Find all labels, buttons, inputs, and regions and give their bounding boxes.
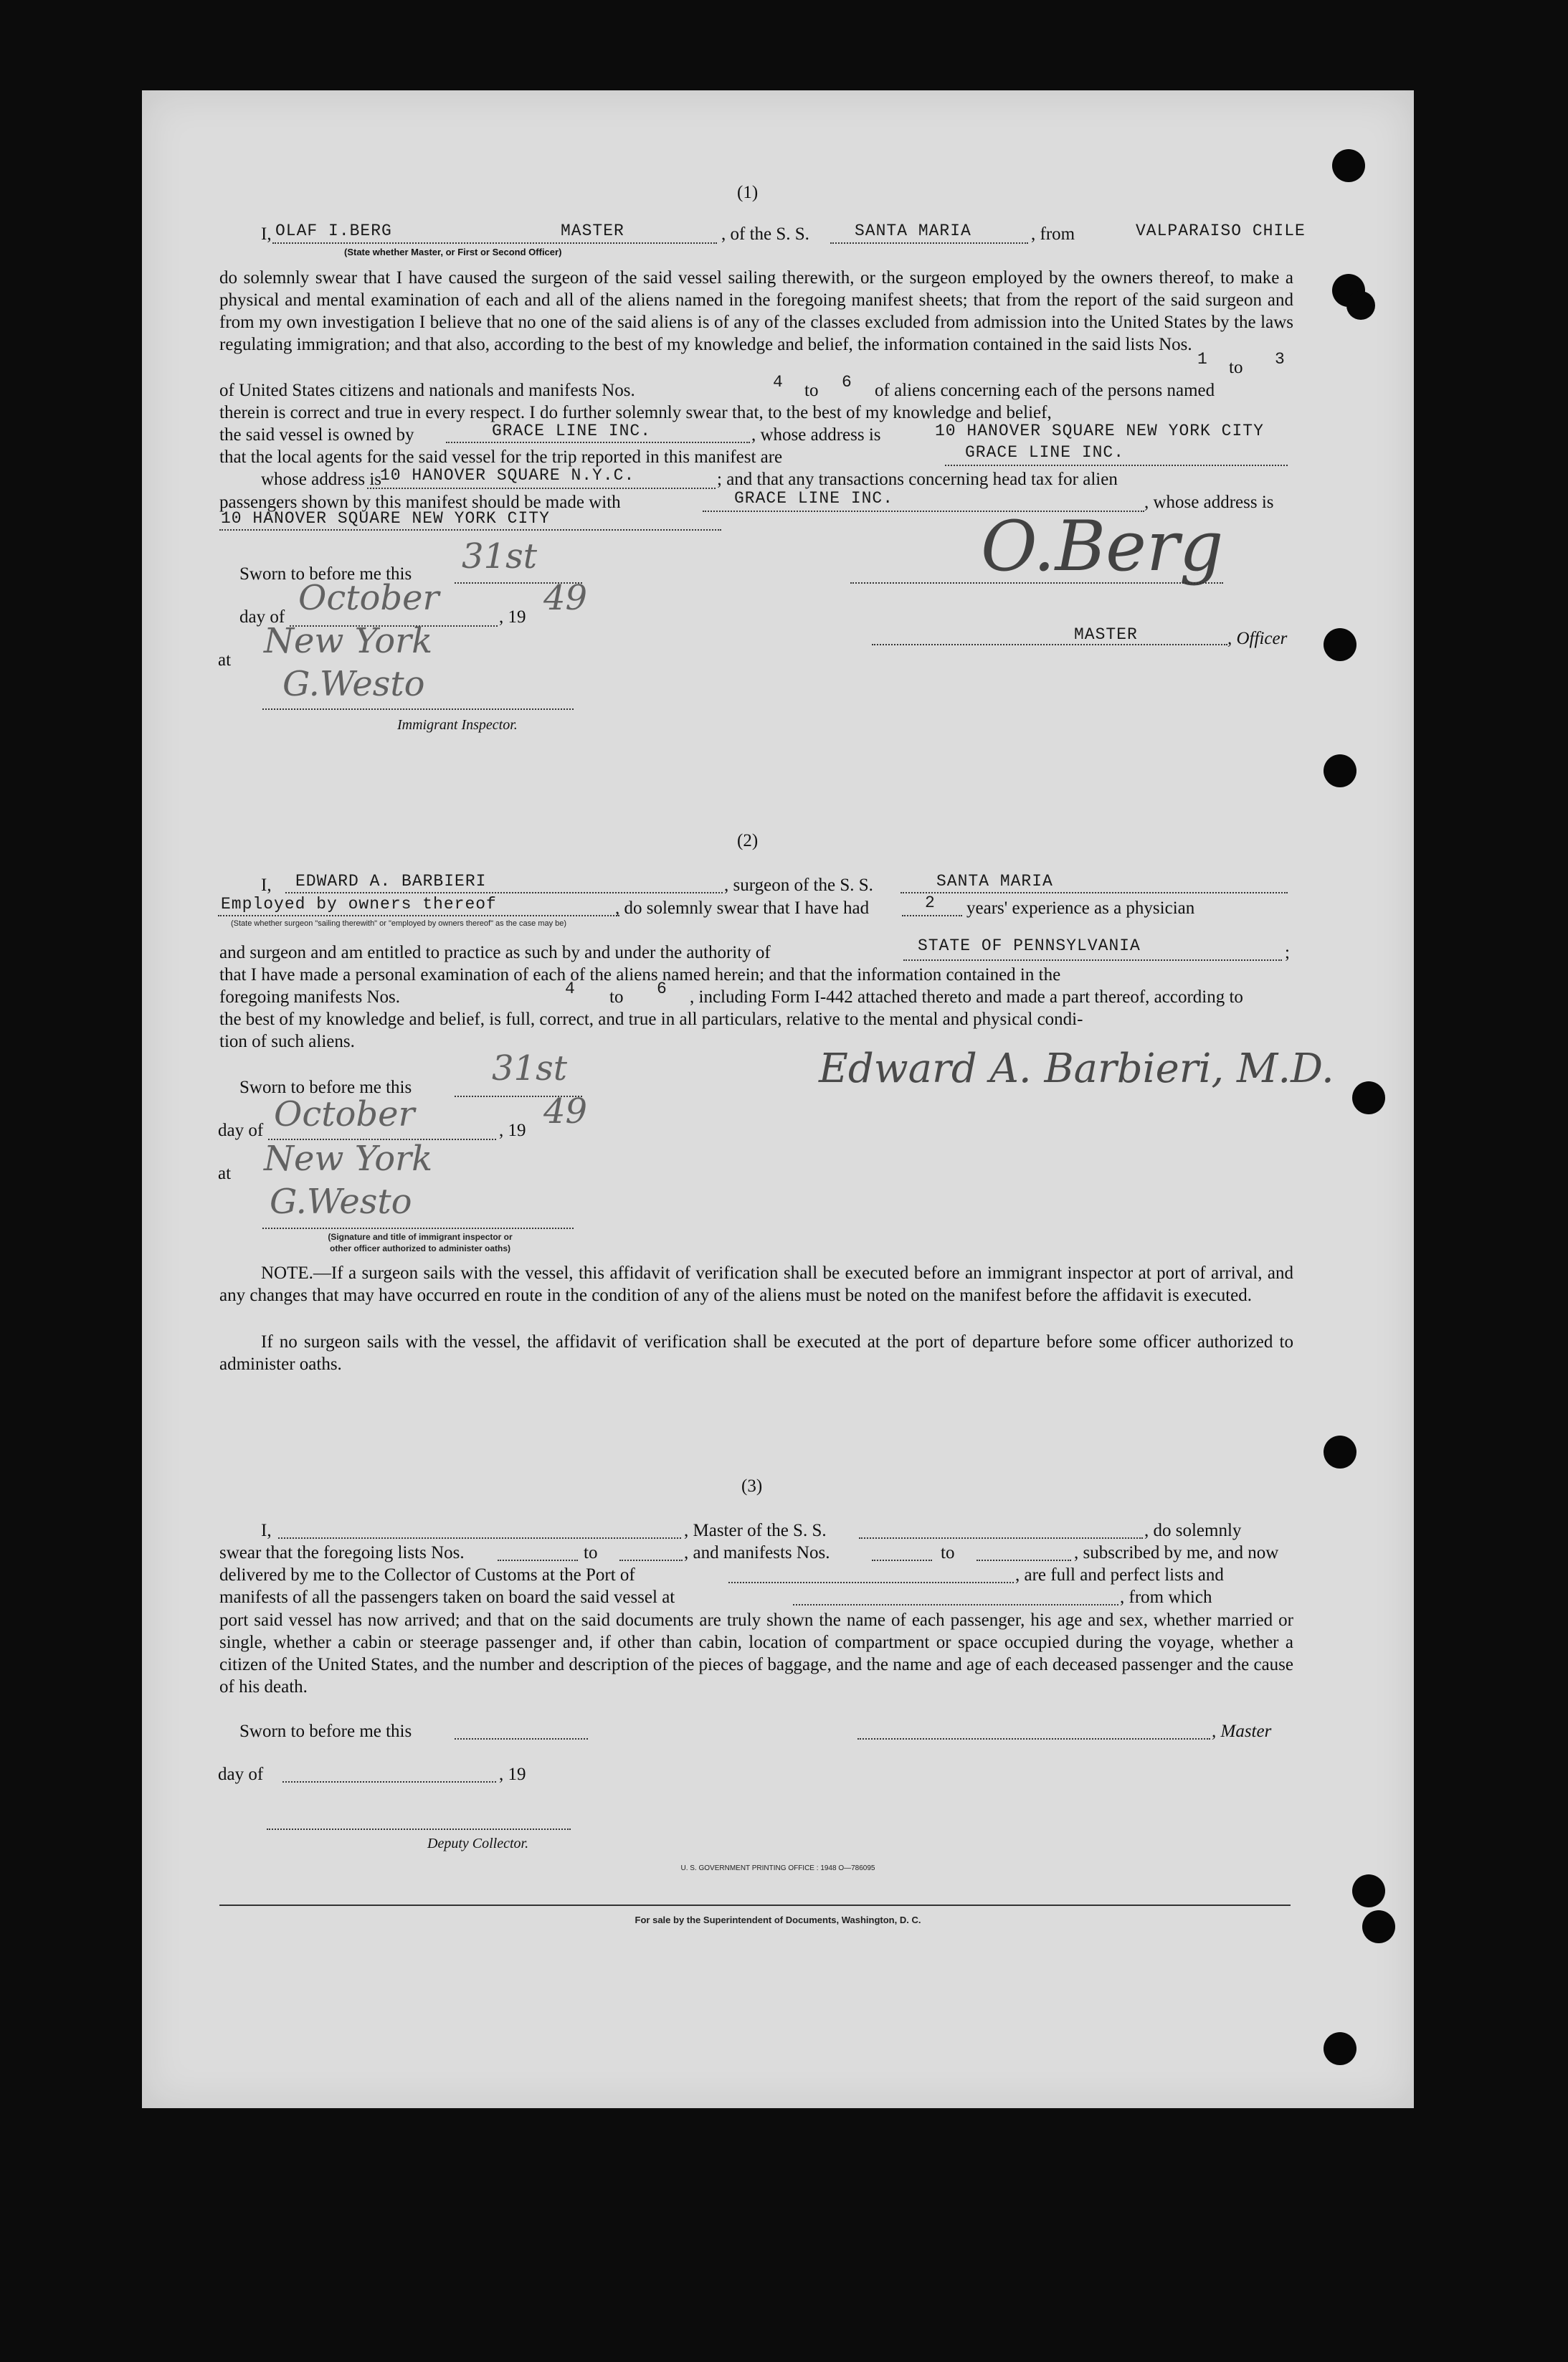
licensing-authority: STATE OF PENNSYLVANIA (918, 936, 1141, 955)
from-which-label: , from which (1120, 1588, 1212, 1607)
surgeon-note-2: If no surgeon sails with the vessel, the affidavit of verification shall be executed at the port of departure before some officer authorized to administer oaths. (219, 1332, 1293, 1374)
collector-label: delivered by me to the Collector of Customs at the Port of (219, 1565, 635, 1585)
inspector-signature: G.Westo (282, 664, 425, 704)
section-3-number: (3) (741, 1476, 763, 1496)
master-title-line (872, 644, 1227, 645)
day-of-label: day of (239, 607, 285, 627)
footer-rule (219, 1905, 1291, 1906)
swear-label: , do solemnly swear that I have had (615, 898, 870, 918)
surgeon-name: EDWARD A. BARBIERI (295, 872, 487, 891)
i-label: I, (261, 224, 272, 244)
binder-hole (1324, 2032, 1356, 2065)
subscribed-label: , subscribed by me, and now (1074, 1543, 1279, 1562)
vessel-name-2: SANTA MARIA (936, 872, 1053, 891)
manifests-to: 6 (842, 373, 852, 392)
surgeon-employment: Employed by owners thereof (221, 895, 497, 914)
authority-label: and surgeon and am entitled to practice as such by and under the authority of (219, 943, 771, 962)
employment-hint: (State whether surgeon "sailing therewith" or "employed by owners thereof" as the case may be) (231, 919, 567, 928)
inspector-signature-2: G.Westo (270, 1182, 412, 1222)
manifests-label: , and manifests Nos. (684, 1543, 830, 1562)
manifests-to-2: 6 (657, 980, 667, 998)
binder-hole (1332, 149, 1365, 182)
year-handwritten-2: 49 (543, 1091, 588, 1132)
aliens-line: of aliens concerning each of the persons named (875, 381, 1215, 400)
month-handwritten: October (298, 578, 439, 618)
of-ss-label: , of the S. S. (721, 224, 809, 244)
name-line-3 (278, 1537, 681, 1539)
sworn-label-2: Sworn to before me this (239, 1078, 412, 1097)
such-aliens-line: tion of such aliens. (219, 1032, 355, 1051)
to-label-4: to (941, 1543, 955, 1562)
head-tax-line: ; and that any transactions concerning head tax for alien (717, 470, 1118, 489)
foregoing-label: foregoing manifests Nos. (219, 987, 401, 1007)
lists-to-line (619, 1560, 683, 1561)
inspector-line (262, 708, 574, 710)
binder-hole (1352, 1081, 1385, 1114)
sworn-label-3: Sworn to before me this (239, 1722, 412, 1741)
vessel-line (830, 242, 1028, 244)
solemnly-label: , do solemnly (1144, 1521, 1242, 1540)
master-name: OLAF I.BERG (275, 222, 392, 240)
place-handwritten: New York (264, 621, 433, 661)
years-label: years' experience as a physician (966, 898, 1195, 918)
port-line (728, 1582, 1014, 1583)
head-tax-address: 10 HANOVER SQUARE NEW YORK CITY (221, 509, 550, 528)
lists-from-line (498, 1560, 578, 1561)
binder-hole (1362, 1910, 1395, 1943)
inspector-line-2 (262, 1228, 574, 1229)
owner-address-label: , whose address is (751, 425, 881, 445)
owned-label: the said vessel is owned by (219, 425, 414, 445)
to-label-3: to (584, 1543, 598, 1562)
manifests-from-line (872, 1560, 932, 1561)
lists-to-label: to (1229, 358, 1243, 377)
year-handwritten: 49 (543, 578, 588, 618)
section-3-body: port said vessel has now arrived; and that on the said documents are truly shown the name of each passenger, his age and sex, whether married or single, whether a cabin or steerage passenger and, if other than cabin, location of compartment or space occupied during the voyage, whether a citizen of the United States, and the number and description of the pieces of baggage, and the name and age of each deceased passenger and the cause of his death. (219, 1611, 1293, 1697)
day-of-label-3: day of (218, 1765, 264, 1784)
us-citizens-line: of United States citizens and nationals and manifests Nos. (219, 381, 635, 400)
section-1-number: (1) (737, 183, 759, 202)
departure-line (793, 1604, 1118, 1606)
master-signature-line-3 (857, 1738, 1210, 1740)
departure-port: VALPARAISO CHILE (1136, 222, 1306, 240)
sworn-day-line-3 (455, 1738, 588, 1740)
binder-hole (1352, 1874, 1385, 1907)
nineteen-label-3: , 19 (499, 1765, 526, 1784)
sworn-day-handwritten-2: 31st (492, 1048, 567, 1088)
i-label-2: I, (261, 876, 272, 895)
binder-hole (1346, 291, 1375, 320)
semicolon: ; (1285, 943, 1290, 962)
binder-hole (1324, 1436, 1356, 1469)
month-line-3 (282, 1781, 496, 1783)
name-line (272, 242, 717, 244)
to-label: to (804, 381, 819, 400)
master-label-3: , Master (1212, 1722, 1272, 1741)
manifests-from-2: 4 (565, 980, 576, 998)
best-knowledge-line: the best of my knowledge and belief, is full, correct, and true in all particulars, relative to the mental and physical condi- (219, 1010, 1083, 1029)
at-label: at (218, 650, 232, 670)
master-title: MASTER (1074, 625, 1138, 644)
manifests-to-line (977, 1560, 1071, 1561)
master-signature: O.Berg (981, 506, 1224, 587)
vessel-line-3 (859, 1537, 1143, 1539)
authority-line (903, 959, 1282, 961)
affidavit-page (142, 90, 1414, 2108)
vessel-name: SANTA MARIA (855, 222, 971, 240)
taken-on-board-label: manifests of all the passengers taken on board the said vessel at (219, 1588, 675, 1607)
lists-label: swear that the foregoing lists Nos. (219, 1543, 465, 1562)
surgeon-name-line (285, 892, 723, 893)
deputy-line (267, 1829, 571, 1830)
nineteen-label: , 19 (499, 607, 526, 627)
whose-address-label-2: , whose address is (1144, 493, 1274, 512)
lists-from: 1 (1197, 350, 1208, 369)
master-title-value: MASTER (561, 222, 624, 240)
nineteen-label-2: , 19 (499, 1121, 526, 1140)
deputy-collector-label: Deputy Collector. (427, 1836, 529, 1851)
section-2-number: (2) (737, 831, 759, 850)
passengers-line: passengers shown by this manifest should be made with (219, 493, 621, 512)
sworn-day-handwritten: 31st (462, 536, 537, 577)
local-agents: GRACE LINE INC. (965, 443, 1125, 462)
to-label-2: to (609, 987, 624, 1007)
owner-line (446, 442, 750, 443)
head-tax-address-line (219, 529, 721, 531)
i-label-3: I, (261, 1521, 272, 1540)
master-of-label: , Master of the S. S. (684, 1521, 827, 1540)
officer-label: , Officer (1227, 629, 1288, 648)
manifests-from: 4 (773, 373, 784, 392)
title-hint: (State whether Master, or First or Second Officer) (344, 247, 562, 257)
head-tax-agent: GRACE LINE INC. (734, 489, 894, 508)
lists-to: 3 (1275, 350, 1286, 369)
section-1-body: do solemnly swear that I have caused the surgeon of the said vessel sailing therewith, or the surgeon employed by the owners thereof, to make a physical and mental examination of each and all of the aliens named in the foregoing manifest sheets; that from the report of the said surgeon and from my own investigation I believe that no one of the said aliens is of any of the classes excluded from admission into the United States by the laws regulating immigration; and that also, according to the best of my knowledge and belief, the information contained in the said lists Nos. (219, 268, 1293, 354)
surgeon-of-label: , surgeon of the S. S. (724, 876, 873, 895)
from-label: , from (1031, 224, 1075, 244)
agents-address: 10 HANOVER SQUARE N.Y.C. (380, 466, 635, 485)
sale-imprint: For sale by the Superintendent of Documents, Washington, D. C. (635, 1915, 921, 1925)
owner-address: 10 HANOVER SQUARE NEW YORK CITY (935, 422, 1264, 440)
whose-address-label: whose address is (261, 470, 382, 489)
years-experience: 2 (925, 893, 936, 912)
signature-line (850, 582, 1223, 584)
gpo-imprint: U. S. GOVERNMENT PRINTING OFFICE : 1948 O—786095 (680, 1864, 875, 1872)
surgeon-signature: Edward A. Barbieri, M.D. (819, 1045, 1334, 1092)
day-of-label-2: day of (218, 1121, 264, 1140)
sig-hint-1: (Signature and title of immigrant inspector or (328, 1232, 513, 1242)
binder-hole (1324, 754, 1356, 787)
place-handwritten-2: New York (264, 1139, 433, 1179)
vessel-owner: GRACE LINE INC. (492, 422, 652, 440)
therein-line: therein is correct and true in every respect. I do further solemnly swear that, to the best of my knowledge and belief, (219, 403, 1052, 422)
form-line: , including Form I-442 attached thereto and made a part thereof, according to (690, 987, 1243, 1007)
full-perfect-label: , are full and perfect lists and (1015, 1565, 1224, 1585)
month-handwritten-2: October (274, 1094, 415, 1134)
sig-hint-2: other officer authorized to administer oaths) (329, 1243, 511, 1253)
agents-address-line (367, 488, 716, 489)
surgeon-note: NOTE.—If a surgeon sails with the vessel, this affidavit of verification shall be executed before an immigrant inspector at port of arrival, and any changes that may have occurred en route in the condition of any of the aliens must be noted on the manifest before the affidavit is executed. (219, 1263, 1293, 1305)
years-line (902, 915, 962, 916)
binder-hole (1324, 628, 1356, 661)
agents-label: that the local agents for the said vessel for the trip reported in this manifest are (219, 447, 783, 467)
agents-line (945, 465, 1288, 466)
vessel-line-2 (901, 892, 1288, 893)
employment-line (218, 915, 619, 916)
at-label-2: at (218, 1164, 232, 1183)
sworn-label: Sworn to before me this (239, 564, 412, 584)
immigrant-inspector-label: Immigrant Inspector. (397, 717, 518, 733)
personal-exam-line: that I have made a personal examination of each of the aliens named herein; and that the information contained in the (219, 965, 1061, 985)
